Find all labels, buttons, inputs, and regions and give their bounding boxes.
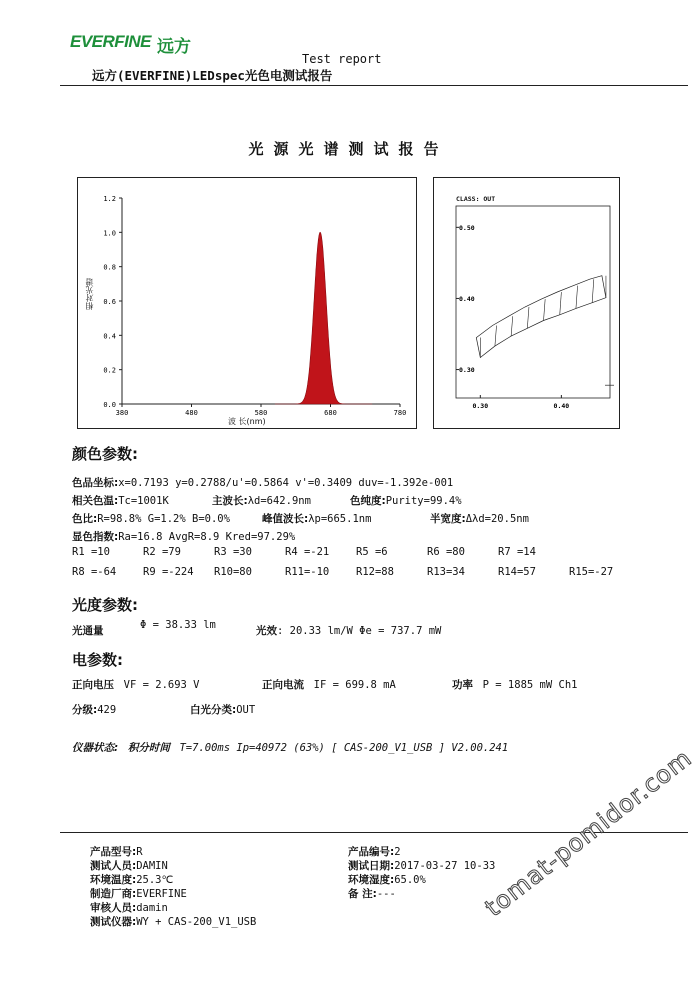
cri-r-value: R9 =-224 — [143, 566, 194, 578]
spectrum-x-tick-label: 780 — [393, 409, 407, 417]
cri-r-value: R4 =-21 — [285, 546, 330, 558]
purity-wrap — [350, 489, 462, 508]
chroma-y-tick-label: 0.30 — [459, 366, 475, 375]
humid-label: 环境湿度: — [348, 874, 395, 886]
dom-value: λd=642.9nm — [247, 495, 311, 507]
peak-label: 峰值波长: — [262, 513, 309, 525]
integration-label: 积分时间 — [127, 742, 170, 754]
number-value: 2 — [394, 846, 401, 858]
dom-wrap — [212, 489, 311, 508]
note-value: --- — [376, 888, 396, 900]
cri-r-value: R15=-27 — [569, 566, 614, 578]
p-wrap — [452, 673, 577, 692]
bin-divider — [495, 325, 497, 346]
white-wrap — [190, 698, 255, 717]
header-divider — [60, 85, 688, 86]
white-label: 白光分类: — [190, 704, 237, 716]
cri-r-value: R2 =79 — [143, 546, 181, 558]
chromaticity-plot-area — [456, 206, 610, 398]
spectrum-x-tick-label: 580 — [254, 409, 268, 417]
if-wrap — [262, 673, 396, 692]
hw-wrap — [430, 507, 529, 526]
p-value: P = 1885 mW Ch1 — [482, 679, 578, 691]
spectrum-y-tick-label: 0.2 — [103, 366, 116, 375]
photometric-heading: 光度参数: — [72, 596, 138, 614]
cri-value: Ra=16.8 AvgR=8.9 Kred=97.29% — [118, 531, 296, 543]
chroma-y-tick-label: 0.40 — [459, 294, 475, 303]
white-value: OUT — [236, 704, 256, 716]
cri-r-value: R10=80 — [214, 566, 252, 578]
instr-label: 测试仪器: — [90, 916, 137, 928]
ratio-wrap — [72, 507, 230, 526]
cri-r-value: R6 =80 — [427, 546, 465, 558]
page-title: 光源光谱测试报告 — [248, 140, 449, 158]
spectrum-xlabel: 波 长(nm) — [228, 417, 266, 426]
spectrum-y-tick-label: 0.0 — [103, 401, 116, 409]
reviewer-value: damin — [136, 902, 168, 914]
everfine-logo: EVERFINE — [70, 32, 152, 51]
vf-label: 正向电压 — [72, 679, 114, 691]
maker-value: EVERFINE — [136, 888, 187, 900]
ratio-value: R=98.8% G=1.2% B=0.0% — [97, 513, 230, 525]
instrument-label: 仪器状态: — [72, 742, 119, 754]
temp-label: 环境温度: — [90, 874, 137, 886]
eff-value: : 20.33 lm/W Φe = 737.7 mW — [277, 625, 442, 637]
date-value: 2017-03-27 10-33 — [394, 860, 496, 872]
flux-label: 光通量 — [72, 625, 104, 637]
peak-wrap — [262, 507, 371, 526]
temp-value: 25.3℃ — [136, 874, 174, 886]
if-value: IF = 699.8 mA — [313, 679, 396, 691]
date-label: 测试日期: — [348, 860, 395, 872]
chroma-x-tick-label: 0.30 — [472, 402, 489, 410]
report-subtitle: 远方(EVERFINE)LEDspec光色电测试报告 — [92, 68, 333, 83]
cri-r-value: R13=34 — [427, 566, 465, 578]
flux-wrap — [72, 619, 104, 638]
cri-r-value: R14=57 — [498, 566, 536, 578]
bin-divider — [527, 307, 529, 328]
cct-label-wrap — [72, 489, 169, 508]
bin-value: 429 — [97, 704, 117, 716]
spectrum-peak-area — [275, 232, 372, 404]
purity-value: Purity=99.4% — [385, 495, 462, 507]
dom-label: 主波长: — [212, 495, 248, 507]
cct-label: 相关色温: — [72, 495, 119, 507]
chroma-x-tick-label: 0.40 — [553, 402, 570, 410]
note-wrap — [348, 882, 396, 901]
tester-label: 测试人员: — [90, 860, 137, 872]
instrument-value: T=7.00ms Ip=40972 (63%) [ CAS-200_V1_USB ] V2.00.241 — [179, 742, 509, 754]
cri-r-value: R11=-10 — [285, 566, 330, 578]
cri-r-value: R8 =-64 — [72, 566, 117, 578]
cct-value: Tc=1001K — [118, 495, 169, 507]
cri-r-value: R5 =6 — [356, 546, 388, 558]
flux-value: Φ = 38.33 lm — [140, 619, 216, 631]
eff-label: 光效 — [256, 625, 277, 637]
bin-divider — [560, 292, 562, 315]
cri-r-value: R12=88 — [356, 566, 394, 578]
p-label: 功率 — [452, 679, 473, 691]
spectrum-ylabel: 相对光谱 — [85, 278, 94, 310]
bin-divider — [511, 316, 513, 336]
spectrum-x-tick-label: 680 — [324, 409, 337, 417]
cri-label: 显色指数: — [72, 531, 119, 543]
ansi-bin-outline — [476, 276, 606, 358]
peak-value: λp=665.1nm — [308, 513, 372, 525]
reviewer-label: 审核人员: — [90, 902, 137, 914]
test-report-label: Test report — [302, 52, 382, 66]
spectrum-y-tick-label: 0.6 — [103, 298, 116, 306]
maker-label: 制造厂商: — [90, 888, 137, 900]
coord-value: x=0.7193 y=0.2788/u'=0.5864 v'=0.3409 duv=-1.392e-001 — [118, 477, 454, 489]
model-label: 产品型号: — [90, 846, 137, 858]
coord-row — [72, 471, 453, 490]
spectrum-y-tick-label: 1.0 — [103, 229, 116, 238]
number-label: 产品编号: — [348, 846, 395, 858]
spectrum-y-tick-label: 0.4 — [103, 332, 116, 341]
bin-label: 分级: — [72, 704, 98, 716]
spectrum-x-tick-label: 480 — [185, 409, 198, 417]
instrument-row — [72, 736, 508, 755]
vf-value: VF = 2.693 V — [123, 679, 200, 691]
instr-value: WY + CAS-200_V1_USB — [136, 916, 257, 928]
electrical-heading: 电参数: — [72, 651, 123, 669]
class-label: CLASS: OUT — [456, 195, 496, 203]
bin-divider — [576, 286, 578, 309]
spectrum-chart-frame — [77, 177, 417, 429]
spectrum-y-tick-label: 1.2 — [103, 195, 116, 203]
everfine-logo-cn: 远方 — [157, 37, 191, 57]
model-value: R — [136, 846, 143, 858]
hw-value: Δλd=20.5nm — [465, 513, 529, 525]
chroma-y-tick-label: 0.50 — [459, 223, 475, 232]
bin-wrap — [72, 698, 116, 717]
instr-wrap — [90, 910, 256, 929]
spectrum-y-tick-label: 0.8 — [103, 263, 116, 272]
humid-value: 65.0% — [394, 874, 426, 886]
chromaticity-chart-frame — [433, 177, 620, 429]
cri-r-value: R7 =14 — [498, 546, 536, 558]
cri-r-value: R1 =10 — [72, 546, 110, 558]
if-label: 正向电流 — [262, 679, 304, 691]
ratio-label: 色比: — [72, 513, 98, 525]
purity-label: 色纯度: — [350, 495, 386, 507]
coord-label: 色品坐标: — [72, 477, 119, 489]
spectrum-x-tick-label: 380 — [115, 409, 129, 417]
bin-divider — [544, 299, 546, 320]
cri-r-value: R3 =30 — [214, 546, 252, 558]
vf-wrap — [72, 673, 200, 692]
chromaticity-chart — [434, 178, 619, 428]
cri-wrap — [72, 525, 295, 544]
tester-value: DAMIN — [136, 860, 168, 872]
eff-wrap — [256, 619, 441, 638]
watermark: tomat-pomidor.com — [480, 743, 697, 923]
spectrum-chart — [78, 178, 416, 428]
color-params-heading: 颜色参数: — [72, 445, 138, 463]
hw-label: 半宽度: — [430, 513, 466, 525]
bin-divider — [592, 279, 594, 302]
note-label: 备 注: — [348, 888, 377, 900]
